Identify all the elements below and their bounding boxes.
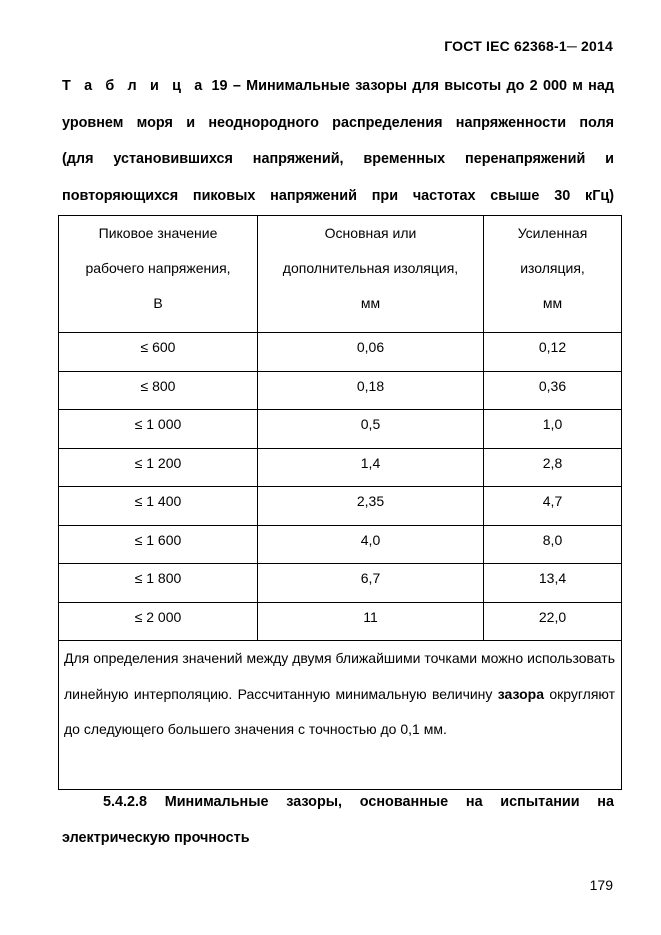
cell-reinforced: 2,8 [484, 448, 622, 487]
cell-reinforced: 1,0 [484, 410, 622, 449]
cell-voltage: ≤ 1 200 [59, 448, 258, 487]
cell-voltage: ≤ 1 600 [59, 525, 258, 564]
table-note-row [59, 641, 622, 790]
table-row [59, 448, 622, 487]
header-peak-voltage-line-3: В [153, 295, 163, 311]
header-reinforced-insulation-line-3: мм [542, 295, 563, 311]
cell-reinforced: 8,0 [484, 525, 622, 564]
table-row [59, 410, 622, 449]
cell-basic: 1,4 [258, 448, 484, 487]
caption-line-2: уровнем моря и неоднородного распределения напряженности поля [62, 114, 614, 131]
table-row [59, 564, 622, 603]
cell-basic: 0,5 [258, 410, 484, 449]
cell-reinforced: 0,36 [484, 371, 622, 410]
cell-reinforced: 22,0 [484, 602, 622, 641]
table-row [59, 525, 622, 564]
table-row [59, 333, 622, 372]
cell-basic: 0,18 [258, 371, 484, 410]
caption-line-4: повторяющихся пиковых напряжений при частотах свыше 30 кГц) [62, 187, 614, 204]
section-heading-line-1: 5.4.2.8 Минимальные зазоры, основанные на испытании на [103, 794, 614, 810]
cell-basic: 4,0 [258, 525, 484, 564]
caption-line-3: (для установившихся напряжений, временных перенапряжений и [62, 151, 614, 167]
cell-basic: 0,06 [258, 333, 484, 372]
cell-voltage: ≤ 1 000 [59, 410, 258, 449]
note-bold-word: зазора [497, 685, 544, 702]
table-header-row [59, 216, 622, 333]
header-basic-insulation-line-2: дополнительная изоляция, [282, 260, 459, 276]
cell-reinforced: 13,4 [484, 564, 622, 603]
header-peak-voltage-line-1: Пиковое значение [98, 225, 218, 241]
cell-reinforced: 0,12 [484, 333, 622, 372]
clearance-table [58, 215, 622, 790]
cell-voltage: ≤ 2 000 [59, 602, 258, 641]
header-peak-voltage [59, 216, 258, 333]
cell-voltage: ≤ 600 [59, 333, 258, 372]
header-reinforced-insulation-line-2: изоляция, [520, 260, 585, 276]
cell-voltage: ≤ 800 [59, 371, 258, 410]
page-number: 179 [589, 877, 613, 893]
header-reinforced-insulation-line-1: Усиленная [517, 225, 588, 241]
header-basic-insulation-line-1: Основная или [324, 225, 417, 241]
section-heading [62, 784, 614, 856]
note-text-part-1: Для определения значений между двумя ближайшими точками можно использовать линейную интерполяцию. Рассчитанную минимальную величину [64, 650, 615, 702]
header-reinforced-insulation [484, 216, 622, 333]
caption-label: Т а б л и ц а [62, 78, 207, 94]
note-text-part-2: округляют до следующего большего значения с точностью до 0,1 мм. [64, 685, 616, 737]
header-basic-insulation-line-3: мм [360, 295, 381, 311]
section-heading-line-2: электрическую прочность [62, 830, 250, 846]
header-peak-voltage-line-2: рабочего напряжения, [85, 260, 231, 276]
cell-reinforced: 4,7 [484, 487, 622, 526]
cell-voltage: ≤ 1 800 [59, 564, 258, 603]
caption-line-1: 19 – Минимальные зазоры для высоты до 2 000 м над [211, 78, 614, 94]
table-row [59, 371, 622, 410]
table-caption [62, 68, 614, 214]
document-code: ГОСТ IEC 62368-1─ 2014 [444, 38, 613, 54]
cell-basic: 6,7 [258, 564, 484, 603]
table-row [59, 487, 622, 526]
header-basic-insulation [258, 216, 484, 333]
cell-basic: 2,35 [258, 487, 484, 526]
table-row [59, 602, 622, 641]
cell-voltage: ≤ 1 400 [59, 487, 258, 526]
table-note [59, 641, 622, 790]
cell-basic: 11 [258, 602, 484, 641]
